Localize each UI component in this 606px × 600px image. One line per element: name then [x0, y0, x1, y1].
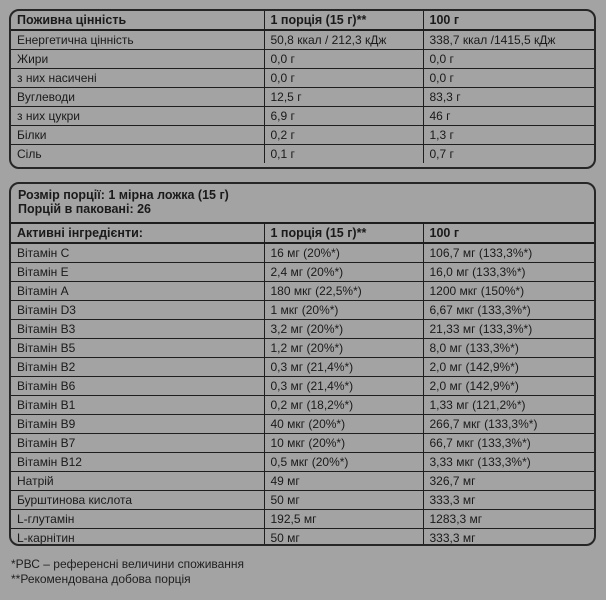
servings-per-package: Порцій в паковані: 26 [18, 202, 151, 216]
ingredient-100g-value: 66,7 мкг (133,3%*) [423, 434, 594, 453]
nutrient-name: Білки [11, 126, 264, 145]
ingredient-serving-value: 1 мкг (20%*) [264, 301, 423, 320]
ingredient-serving-value: 2,4 мг (20%*) [264, 263, 423, 282]
ingredients-header-row [11, 224, 594, 243]
nutrient-name: Жири [11, 50, 264, 69]
ingredient-100g-value: 333,3 мг [423, 491, 594, 510]
ingredient-name: Вітамін B6 [11, 377, 264, 396]
ingredients-header-100g: 100 г [423, 224, 594, 243]
ingredient-100g-value: 333,3 мг [423, 529, 594, 547]
ingredient-name: Бурштинова кислота [11, 491, 264, 510]
nutrient-serving-value: 12,5 г [264, 88, 423, 107]
nutrient-name: з них цукри [11, 107, 264, 126]
nutrition-facts-panel [9, 9, 596, 169]
ingredients-header-name: Активні інгредієнти: [11, 224, 264, 243]
ingredient-name: Вітамін C [11, 243, 264, 263]
nutrient-serving-value: 0,1 г [264, 145, 423, 164]
ingredient-row [11, 529, 594, 547]
ingredient-serving-value: 180 мкг (22,5%*) [264, 282, 423, 301]
ingredient-row [11, 377, 594, 396]
ingredient-100g-value: 6,67 мкг (133,3%*) [423, 301, 594, 320]
ingredient-100g-value: 3,33 мкг (133,3%*) [423, 453, 594, 472]
footnote-daily-serving: **Рекомендована добова порція [11, 572, 191, 586]
ingredient-name: Вітамін A [11, 282, 264, 301]
active-ingredients-table [11, 224, 594, 546]
ingredient-serving-value: 16 мг (20%*) [264, 243, 423, 263]
ingredient-100g-value: 1,33 мг (121,2%*) [423, 396, 594, 415]
ingredient-name: Вітамін B2 [11, 358, 264, 377]
nutrition-row [11, 126, 594, 145]
ingredient-name: Вітамін B5 [11, 339, 264, 358]
serving-size: Розмір порції: 1 мірна ложка (15 г) [18, 188, 229, 202]
footnotes [11, 557, 244, 587]
ingredient-row [11, 301, 594, 320]
ingredient-name: Натрій [11, 472, 264, 491]
ingredient-100g-value: 1200 мкг (150%*) [423, 282, 594, 301]
ingredient-serving-value: 50 мг [264, 529, 423, 547]
ingredient-name: Вітамін E [11, 263, 264, 282]
nutrition-header-row [11, 11, 594, 30]
ingredient-100g-value: 2,0 мг (142,9%*) [423, 377, 594, 396]
nutrient-serving-value: 0,2 г [264, 126, 423, 145]
nutrient-name: Вуглеводи [11, 88, 264, 107]
ingredient-name: Вітамін B12 [11, 453, 264, 472]
ingredient-row [11, 339, 594, 358]
ingredient-100g-value: 21,33 мг (133,3%*) [423, 320, 594, 339]
ingredient-serving-value: 10 мкг (20%*) [264, 434, 423, 453]
ingredient-name: L-глутамін [11, 510, 264, 529]
ingredient-100g-value: 8,0 мг (133,3%*) [423, 339, 594, 358]
ingredient-100g-value: 1283,3 мг [423, 510, 594, 529]
ingredient-row [11, 282, 594, 301]
ingredient-row [11, 434, 594, 453]
ingredient-serving-value: 40 мкг (20%*) [264, 415, 423, 434]
nutrient-100g-value: 83,3 г [423, 88, 594, 107]
nutrient-serving-value: 50,8 ккал / 212,3 кДж [264, 30, 423, 50]
ingredient-serving-value: 0,2 мг (18,2%*) [264, 396, 423, 415]
ingredient-row [11, 472, 594, 491]
nutrition-row [11, 107, 594, 126]
nutrition-row [11, 145, 594, 164]
nutrient-name: з них насичені [11, 69, 264, 88]
ingredient-name: Вітамін B7 [11, 434, 264, 453]
nutrition-header-name: Поживна цінність [11, 11, 264, 30]
ingredient-row [11, 510, 594, 529]
ingredient-100g-value: 106,7 мг (133,3%*) [423, 243, 594, 263]
nutrition-row [11, 50, 594, 69]
ingredient-name: Вітамін B1 [11, 396, 264, 415]
nutrient-100g-value: 0,0 г [423, 69, 594, 88]
nutrition-table-body [11, 11, 594, 163]
ingredient-serving-value: 0,3 мг (21,4%*) [264, 377, 423, 396]
nutrient-serving-value: 6,9 г [264, 107, 423, 126]
nutrient-100g-value: 1,3 г [423, 126, 594, 145]
nutrition-row [11, 69, 594, 88]
ingredient-row [11, 396, 594, 415]
ingredient-serving-value: 0,5 мкг (20%*) [264, 453, 423, 472]
ingredient-100g-value: 266,7 мкг (133,3%*) [423, 415, 594, 434]
ingredient-row [11, 453, 594, 472]
serving-info [11, 184, 594, 224]
ingredient-100g-value: 16,0 мг (133,3%*) [423, 263, 594, 282]
ingredient-name: Вітамін D3 [11, 301, 264, 320]
nutrition-header-serving: 1 порція (15 г)** [264, 11, 423, 30]
ingredient-name: Вітамін B3 [11, 320, 264, 339]
nutrient-100g-value: 0,0 г [423, 50, 594, 69]
nutrition-row [11, 30, 594, 50]
ingredient-100g-value: 2,0 мг (142,9%*) [423, 358, 594, 377]
ingredient-row [11, 491, 594, 510]
active-ingredients-panel [9, 182, 596, 546]
ingredient-row [11, 263, 594, 282]
nutrient-serving-value: 0,0 г [264, 50, 423, 69]
ingredient-serving-value: 49 мг [264, 472, 423, 491]
ingredient-row [11, 320, 594, 339]
ingredient-row [11, 243, 594, 263]
nutrient-100g-value: 0,7 г [423, 145, 594, 164]
ingredient-100g-value: 326,7 мг [423, 472, 594, 491]
nutrient-name: Сіль [17, 147, 42, 161]
ingredient-row [11, 358, 594, 377]
ingredient-serving-value: 50 мг [264, 491, 423, 510]
nutrition-facts-table [11, 11, 594, 163]
ingredients-header-serving: 1 порція (15 г)** [264, 224, 423, 243]
ingredient-serving-value: 3,2 мг (20%*) [264, 320, 423, 339]
nutrient-100g-value: 338,7 ккал /1415,5 кДж [423, 30, 594, 50]
ingredient-name: L-карнітин [17, 531, 75, 545]
nutrition-row [11, 88, 594, 107]
nutrition-header-100g: 100 г [423, 11, 594, 30]
footnote-rvs: *РВС – референсні величини споживання [11, 557, 245, 571]
nutrient-100g-value: 46 г [423, 107, 594, 126]
ingredient-row [11, 415, 594, 434]
ingredient-serving-value: 1,2 мг (20%*) [264, 339, 423, 358]
nutrient-name: Енергетична цінність [11, 30, 264, 50]
ingredients-table-body [11, 224, 594, 546]
nutrient-serving-value: 0,0 г [264, 69, 423, 88]
ingredient-name: Вітамін B9 [11, 415, 264, 434]
ingredient-serving-value: 192,5 мг [264, 510, 423, 529]
ingredient-serving-value: 0,3 мг (21,4%*) [264, 358, 423, 377]
